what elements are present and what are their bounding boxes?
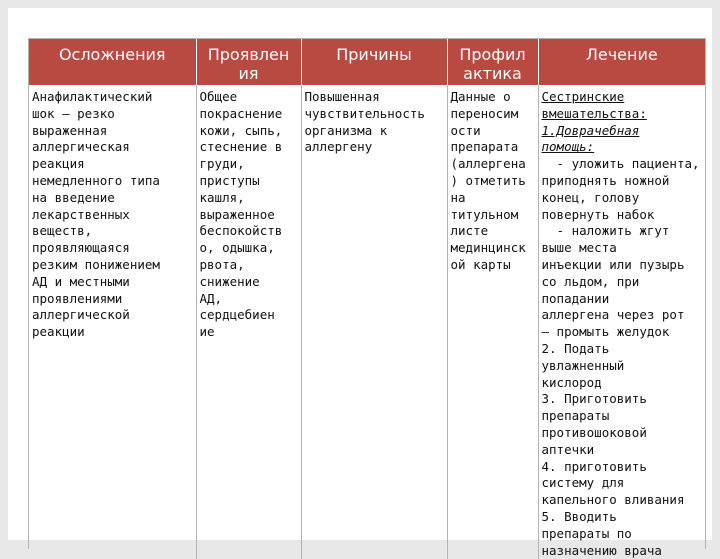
slide-card xyxy=(8,8,712,558)
header-complications: Осложнения xyxy=(29,39,196,85)
cell-complication: Анафилактический шок – резко выраженная аллергическая реакция немедленного типа на введение лекарственных веществ, проявляющаяся резким понижением АД и местными проявлениями аллергической реакции xyxy=(29,85,196,559)
cell-treatment xyxy=(538,85,705,559)
cell-symptoms: Общее покраснение кожи, сыпь, стеснение в груди, приступы кашля, выраженное беспокойств о, одышка, рвота, снижение АД, сердцебиен ие xyxy=(196,85,301,559)
treatment-steps: - уложить пациента, приподнять ножной конец, голову повернуть набок - наложить жгут выше места инъекции или пузырь со льдом, при попадании аллергена через рот – промыть желудок 2. Подать увлажненный кислород 3. Приготовить препараты противошоковой аптечки 4. приготовить систему для капельного вливания 5. Вводить препараты по назначению врача xyxy=(541,156,700,558)
table-row xyxy=(29,85,705,559)
first-aid-heading: 1.Доврачебная помощь: xyxy=(541,122,640,155)
header-causes: Причины xyxy=(301,39,447,85)
table-header-row xyxy=(29,39,705,85)
treatment-intro: Сестринские вмешательства: xyxy=(541,89,647,121)
complications-table xyxy=(29,39,705,559)
table-frame xyxy=(28,38,706,558)
cell-causes: Повышенная чувствительность организма к аллергену xyxy=(301,85,447,559)
header-treatment: Лечение xyxy=(538,39,705,85)
header-prevention: Профил актика xyxy=(447,39,538,85)
header-symptoms: Проявлен ия xyxy=(196,39,301,85)
cell-prevention: Данные о переносим ости препарата (аллергена ) отметить на титульном листе мединцинск ой карты xyxy=(447,85,538,559)
